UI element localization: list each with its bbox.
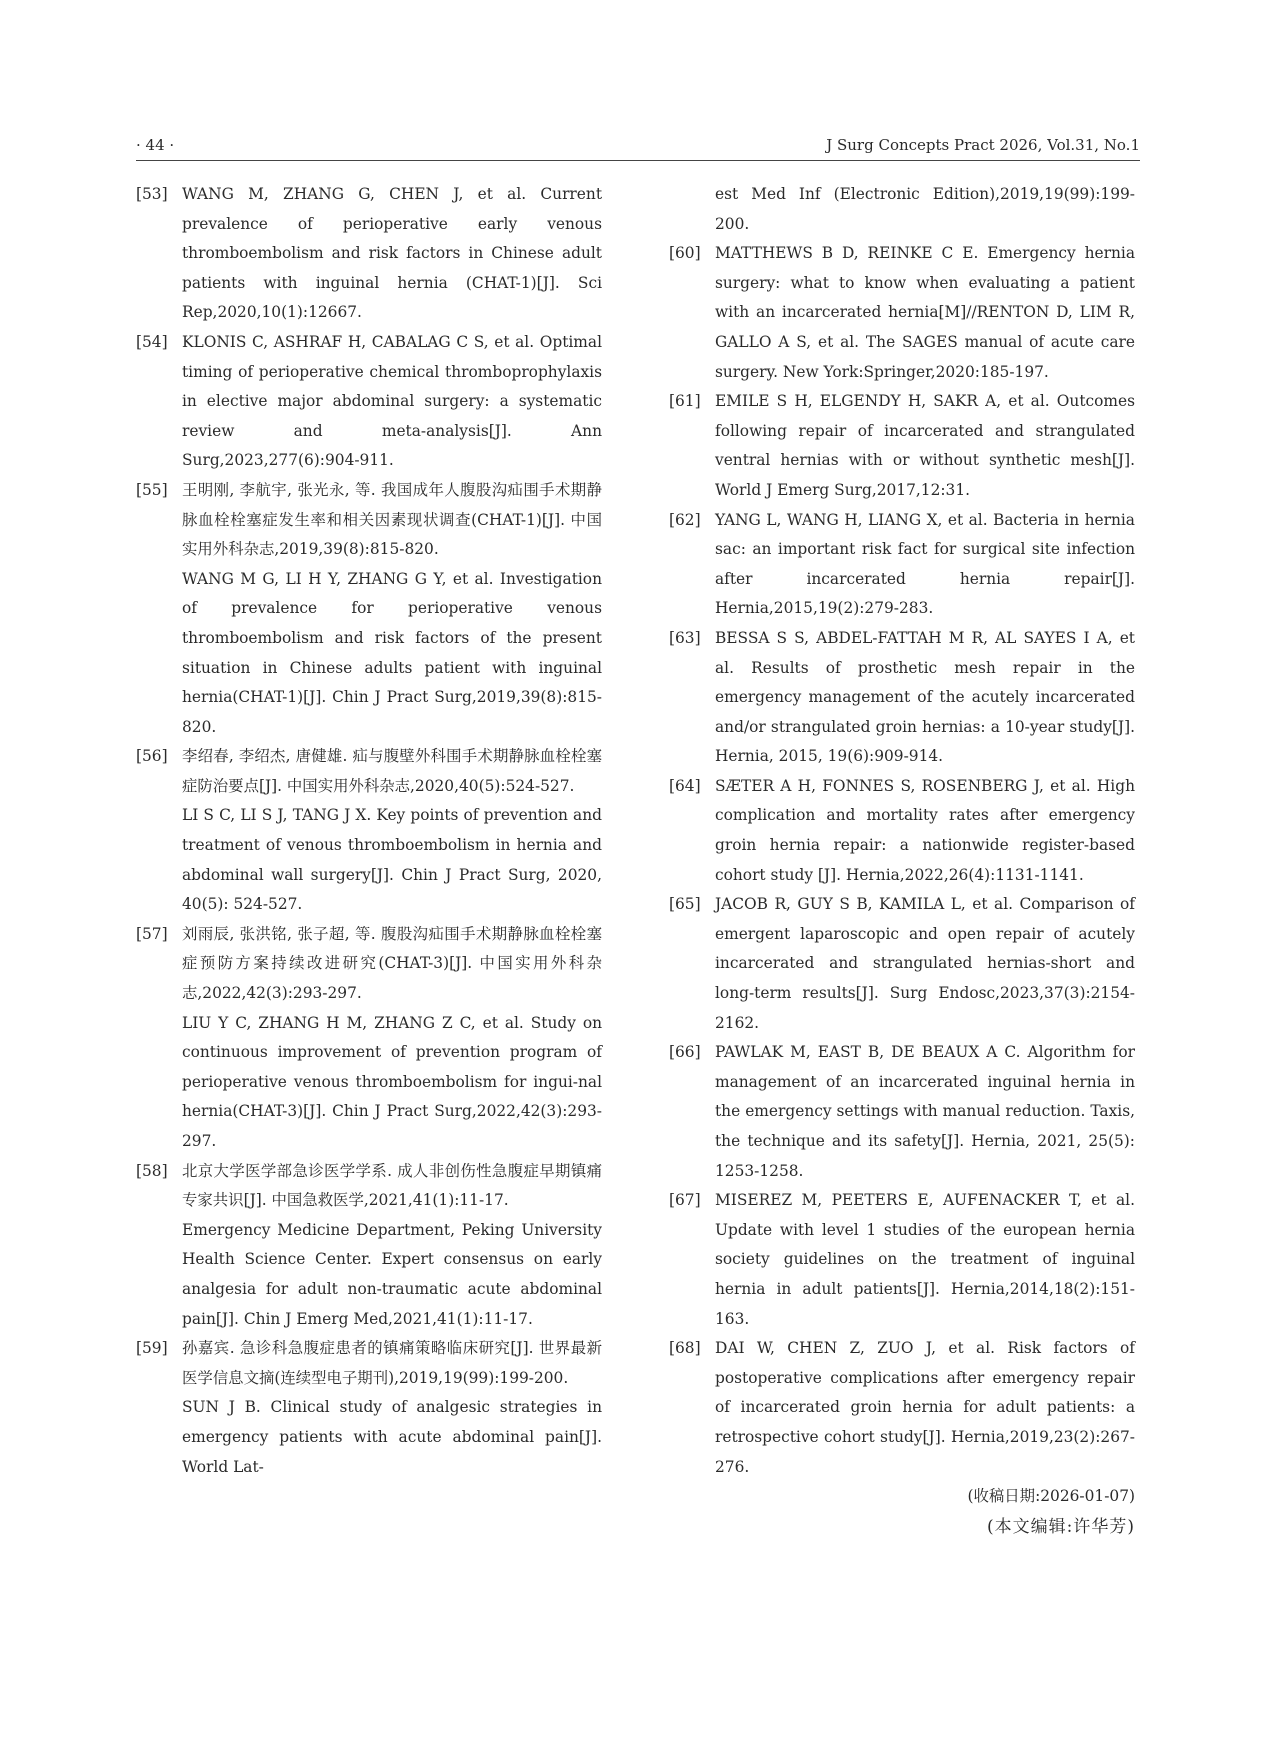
reference-text: BESSA S S, ABDEL-FATTAH M R, AL SAYES I A, et al. Results of prosthetic mesh repair in the emergency management of the acutely incarcerated and/or strangulated groin hernias: a 10-year study[J]. Hernia, 2015, 19(6):909-914. (715, 628, 1135, 766)
left-column (136, 180, 602, 1482)
reference-text: MISEREZ M, PEETERS E, AUFENACKER T, et al. Update with level 1 studies of the european hernia society guidelines on the treatment of inguinal hernia in adult patients[J]. Hernia,2014,18(2):151-163. (715, 1191, 1135, 1328)
reference-text: MATTHEWS B D, REINKE C E. Emergency hernia surgery: what to know when evaluating a patient with an incarcerated hernia[M]//RENTON D, LIM R, GALLO A S, et al. The SAGES manual of acute care surgery. New York:Springer,2020:185-197. (715, 244, 1135, 381)
reference-61 (669, 387, 1135, 505)
header-rule (136, 160, 1140, 161)
reference-text: 北京大学医学部急诊医学学系. 成人非创伤性急腹症早期镇痛专家共识[J]. 中国急救医学,2021,41(1):11-17. (182, 1161, 602, 1210)
reference-translation: LI S C, LI S J, TANG J X. Key points of prevention and treatment of venous thromboembolism in hernia and abdominal wall surgery[J]. Chin J Pract Surg, 2020, 40(5): 524-527. (182, 806, 602, 914)
reference-number: [60] (669, 244, 701, 263)
reference-translation: SUN J B. Clinical study of analgesic strategies in emergency patients with acute abdominal pain[J]. World Lat- (182, 1398, 602, 1476)
reference-number: [57] (136, 924, 168, 943)
reference-text: YANG L, WANG H, LIANG X, et al. Bacteria in hernia sac: an important risk fact for surgical site infection after incarcerated hernia repair[J]. Hernia,2015,19(2):279-283. (715, 510, 1135, 618)
reference-number: [64] (669, 776, 701, 795)
reference-number: [66] (669, 1043, 701, 1062)
reference-number: [62] (669, 510, 701, 529)
reference-text: 李绍春, 李绍杰, 唐健雄. 疝与腹壁外科围手术期静脉血栓栓塞症防治要点[J]. 中国实用外科杂志,2020,40(5):524-527. (182, 747, 602, 795)
editor-note: (本文编辑:许华芳) (987, 1516, 1135, 1537)
reference-57 (136, 920, 602, 1157)
reference-text: 孙嘉宾. 急诊科急腹症患者的镇痛策略临床研究[J]. 世界最新医学信息文摘(连续型电子期刊),2019,19(99):199-200. (182, 1339, 602, 1387)
reference-translation: WANG M G, LI H Y, ZHANG G Y, et al. Investigation of prevalence for perioperative venous thromboembolism and risk factors of the present situation in Chinese adults patient with inguinal hernia(CHAT-1)[J]. Chin J Pract Surg,2019,39(8):815-820. (182, 569, 602, 736)
reference-number: [65] (669, 895, 701, 914)
reference-text: JACOB R, GUY S B, KAMILA L, et al. Comparison of emergent laparoscopic and open repair of acutely incarcerated and strangulated hernias-short and long-term results[J]. Surg Endosc,2023,37(3):2154-2162. (715, 895, 1135, 1032)
received-date: (收稿日期:2026-01-07) (967, 1487, 1135, 1506)
reference-60 (669, 239, 1135, 387)
reference-59-continuation: est Med Inf (Electronic Edition),2019,19(99):199-200. (715, 185, 1135, 233)
reference-translation: Emergency Medicine Department, Peking University Health Science Center. Expert consensus on early analgesia for adult non-traumatic acute abdominal pain[J]. Chin J Emerg Med,2021,41(1):11-17. (182, 1220, 602, 1328)
reference-number: [56] (136, 747, 168, 766)
reference-number: [58] (136, 1161, 168, 1180)
page-number: · 44 · (136, 136, 175, 154)
reference-number: [63] (669, 628, 701, 647)
reference-58 (136, 1157, 602, 1335)
reference-number: [59] (136, 1339, 168, 1358)
reference-65 (669, 890, 1135, 1038)
reference-text: 王明刚, 李航宇, 张光永, 等. 我国成年人腹股沟疝围手术期静脉血栓栓塞症发生率和相关因素现状调查(CHAT-1)[J]. 中国实用外科杂志,2019,39(8):815-820. (182, 480, 602, 559)
reference-text: SÆTER A H, FONNES S, ROSENBERG J, et al. High complication and mortality rates after emergency groin hernia repair: a nationwide register-based cohort study [J]. Hernia,2022,26(4):1131-1141. (715, 776, 1135, 884)
reference-text: 刘雨辰, 张洪铭, 张子超, 等. 腹股沟疝围手术期静脉血栓栓塞症预防方案持续改进研究(CHAT-3)[J]. 中国实用外科杂志,2022,42(3):293-297. (182, 924, 602, 1003)
reference-63 (669, 624, 1135, 772)
reference-54 (136, 328, 602, 476)
reference-translation: LIU Y C, ZHANG H M, ZHANG Z C, et al. Study on continuous improvement of prevention program of perioperative venous thromboembolism for ingui-nal hernia(CHAT-3)[J]. Chin J Pract Surg,2022,42(3):293-297. (182, 1013, 602, 1150)
reference-text: KLONIS C, ASHRAF H, CABALAG C S, et al. Optimal timing of perioperative chemical thromboprophylaxis in elective major abdominal surgery: a systematic review and meta-analysis[J]. Ann Surg,2023,277(6):904-911. (182, 332, 602, 470)
journal-citation: J Surg Concepts Pract 2026, Vol.31, No.1 (826, 136, 1140, 154)
reference-number: [53] (136, 185, 168, 203)
reference-56 (136, 742, 602, 920)
reference-67 (669, 1186, 1135, 1334)
reference-text: DAI W, CHEN Z, ZUO J, et al. Risk factors of postoperative complications after emergency repair of incarcerated groin hernia for adult patients: a retrospective cohort study[J]. Hernia,2019,23(2):267-276. (715, 1339, 1135, 1476)
reference-text: EMILE S H, ELGENDY H, SAKR A, et al. Outcomes following repair of incarcerated and strangulated ventral hernias with or without synthetic mesh[J]. World J Emerg Surg,2017,12:31. (715, 392, 1135, 499)
reference-62 (669, 506, 1135, 624)
page-header (136, 136, 1140, 158)
reference-text: PAWLAK M, EAST B, DE BEAUX A C. Algorithm for management of an incarcerated inguinal hernia in the emergency settings with manual reduction. Taxis, the technique and its safety[J]. Hernia, 2021, 25(5): 1253-1258. (715, 1043, 1135, 1180)
reference-53 (136, 180, 602, 328)
reference-68 (669, 1334, 1135, 1482)
reference-number: [68] (669, 1339, 701, 1358)
reference-66 (669, 1038, 1135, 1186)
reference-text: WANG M, ZHANG G, CHEN J, et al. Current prevalence of perioperative early venous thromboembolism and risk factors in Chinese adult patients with inguinal hernia (CHAT-1)[J]. Sci Rep,2020,10(1):12667. (182, 185, 602, 322)
reference-55 (136, 476, 602, 742)
reference-number: [67] (669, 1191, 701, 1210)
reference-59 (136, 1334, 602, 1482)
reference-number: [54] (136, 332, 168, 351)
reference-64 (669, 772, 1135, 890)
reference-number: [61] (669, 392, 701, 411)
reference-number: [55] (136, 480, 168, 499)
right-column (669, 180, 1135, 1542)
